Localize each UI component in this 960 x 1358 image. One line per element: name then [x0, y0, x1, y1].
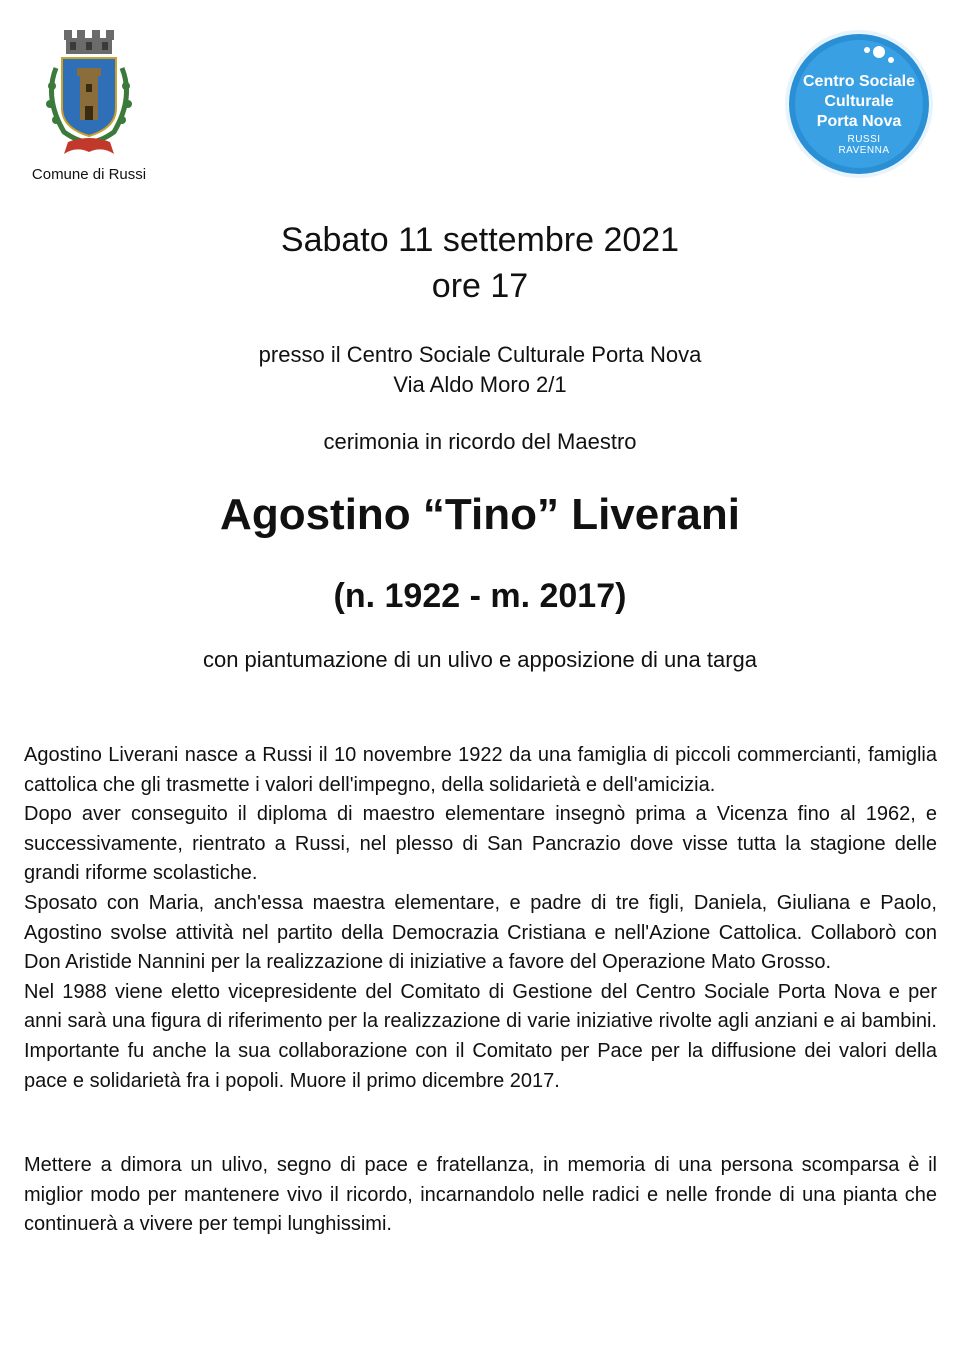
planting-description: con piantumazione di un ulivo e apposizione di una targa — [202, 647, 758, 672]
centro-logo-city: RUSSI — [847, 134, 881, 145]
closing-statement — [24, 1151, 937, 1240]
closing-paragraph: Mettere a dimora un ulivo, segno di pace e fratellanza, in memoria di una persona scomparsa è il miglior modo per mantenere vivo il ricordo, incarnandolo nelle radici e nelle fronde di una pianta che continuerà a vivere per tempi lunghissimi. — [24, 1154, 937, 1236]
ceremony-description: cerimonia in ricordo del Maestro — [323, 429, 637, 454]
centro-logo-text — [783, 72, 935, 132]
biography-paragraph: Agostino Liverani nasce a Russi il 10 novembre 1922 da una famiglia di piccoli commercianti, famiglia cattolica che gli trasmette i valori dell'impegno, della solidarietà e dell'amicizia. — [24, 744, 937, 796]
centro-logo-line: Culturale — [824, 93, 894, 110]
event-date: Sabato 11 settembre 2021 — [280, 221, 680, 259]
comune-logo — [24, 28, 154, 184]
centro-sociale-logo — [783, 28, 935, 180]
honoree-life-dates: (n. 1922 - m. 2017) — [333, 577, 627, 615]
event-time: ore 17 — [431, 267, 529, 305]
event-address: Via Aldo Moro 2/1 — [393, 372, 567, 397]
honoree-name: Agostino “Tino” Liverani — [220, 490, 740, 539]
comune-name: Comune di Russi — [31, 166, 147, 183]
biography-paragraph: Nel 1988 viene eletto vicepresidente del Comitato di Gestione del Centro Sociale Porta Nova e per anni sarà una figura di riferimento per la realizzazione di varie iniziative rivolte agli anziani e ai bambini. Importante fu anche la sua collaborazione con il Comitato per Pace per la diffusione dei valori della pace e solidarietà fra i popoli. Muore il primo dicembre 2017. — [24, 980, 937, 1092]
biography-paragraph: Sposato con Maria, anch'essa maestra elementare, e padre di tre figli, Daniela, Giuliana e Paolo, Agostino svolse attività nel partito della Democrazia Cristiana e nell'Azione Cattolica. Collaborò con Don Aristide Nannini per la realizzazione di iniziative a favore del Operazione Mato Grosso. — [24, 891, 937, 974]
centro-logo-location — [833, 134, 895, 156]
centro-logo-line: Porta Nova — [816, 113, 902, 130]
centro-logo-line: Centro Sociale — [802, 73, 916, 90]
biography-paragraph: Dopo aver conseguito il diploma di maestro elementare insegnò prima a Vicenza fino al 1962, e successivamente, rientrato a Russi, nel plesso di San Pancrazio dove visse tutta la stagione delle grandi riforme scolastiche. — [24, 803, 937, 885]
biography — [24, 741, 937, 1096]
event-venue: presso il Centro Sociale Culturale Porta Nova — [258, 342, 702, 367]
centro-logo-province: RAVENNA — [838, 145, 890, 156]
coat-of-arms-icon — [34, 28, 144, 160]
